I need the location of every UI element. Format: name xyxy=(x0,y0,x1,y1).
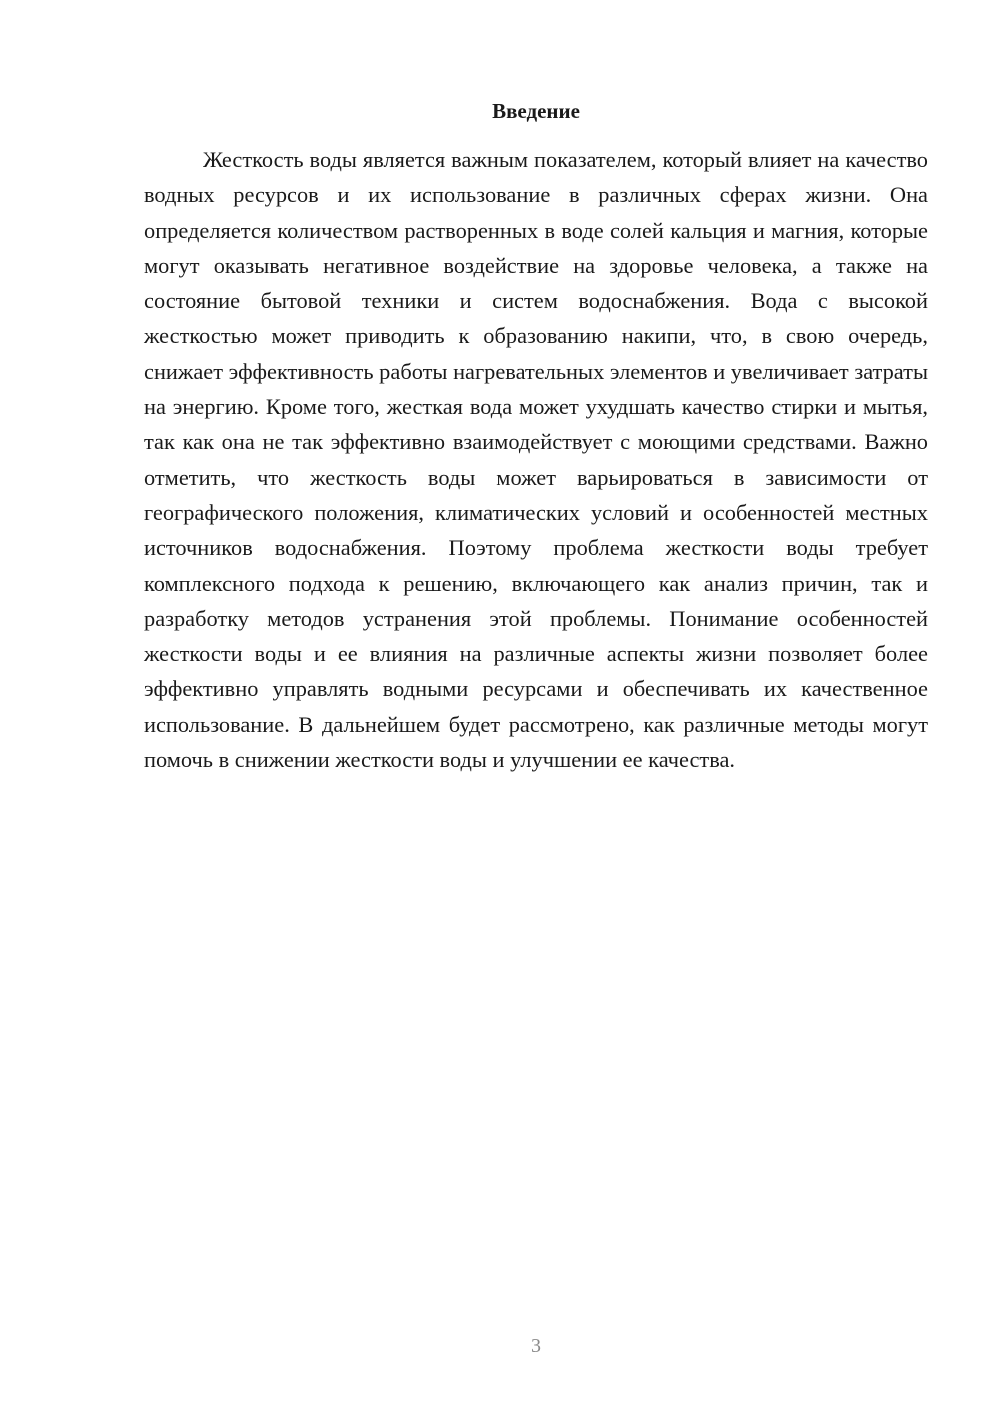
body-paragraph: Жесткость воды является важным показателем, который влияет на качество водных ресурсов и их использование в различных сферах жизни. Она определяется количеством растворенных в воде солей кальция и магния, которые могут оказывать негативное воздействие на здоровье человека, а также на состояние бытовой техники и систем водоснабжения. Вода с высокой жесткостью может приводить к образованию накипи, что, в свою очередь, снижает эффективность работы нагревательных элементов и увеличивает затраты на энергию. Кроме того, жесткая вода может ухудшать качество стирки и мытья, так как она не так эффективно взаимодействует с моющими средствами. Важно отметить, что жесткость воды может варьироваться в зависимости от географического положения, климатических условий и особенностей местных источников водоснабжения. Поэтому проблема жесткости воды требует комплексного подхода к решению, включающего как анализ причин, так и разработку методов устранения этой проблемы. Понимание особенностей жесткости воды и ее влияния на различные аспекты жизни позволяет более эффективно управлять водными ресурсами и обеспечивать их качественное использование. В дальнейшем будет рассмотрено, как различные методы могут помочь в снижении жесткости воды и улучшении ее качества. xyxy=(144,147,928,773)
page-number: 3 xyxy=(531,1335,541,1357)
section-heading: Введение xyxy=(492,99,580,123)
